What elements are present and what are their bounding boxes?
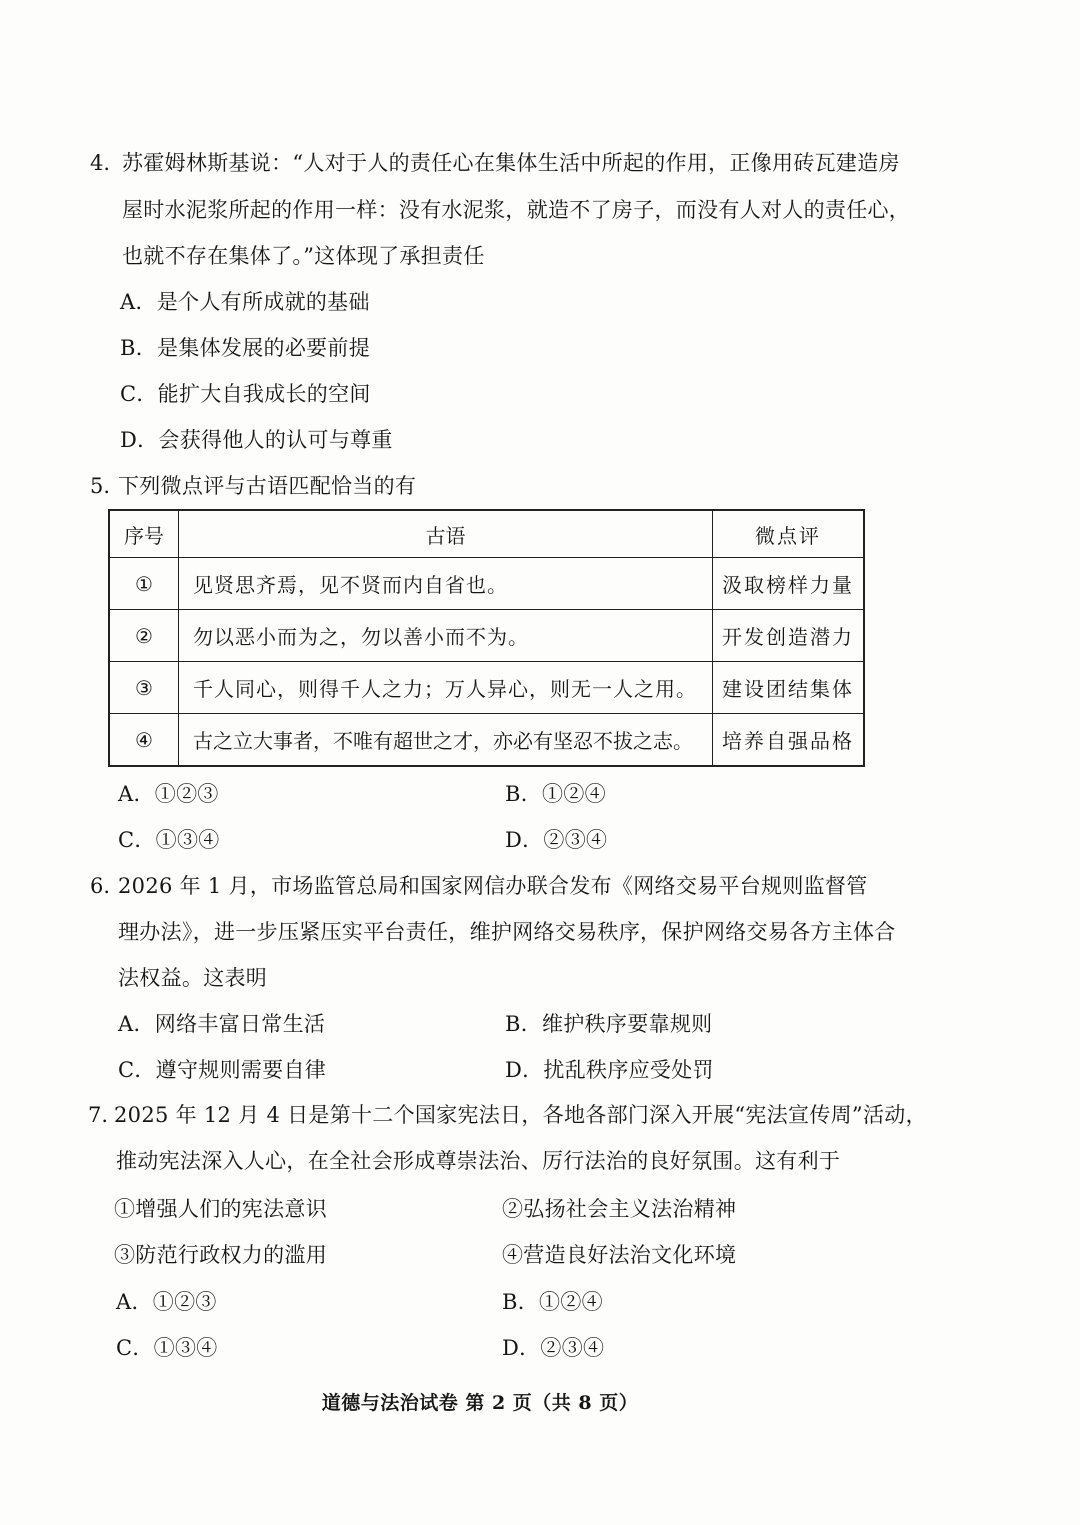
q5-stem: 下列微点评与古语匹配恰当的有 [118,474,417,498]
q6-number: 6. [90,874,111,898]
row-comment: 培养自强品格 [713,714,865,767]
row-index: ④ [109,714,179,767]
q4-number: 4. [90,151,111,175]
q6-option-a: A．网络丰富日常生活 [118,1012,326,1036]
quote-table [108,509,865,767]
q6-stem-line: 理办法》，进一步压紧压实平台责任，维护网络交易秩序，保护网络交易各方主体合 [118,920,896,944]
row-quote: 千人同心，则得千人之力；万人异心，则无一人之用。 [179,662,713,714]
q4-stem-line: 也就不存在集体了。”这体现了承担责任 [122,244,485,268]
page-footer: 道德与法治试卷 第 2 页（共 8 页） [321,1392,639,1414]
q7-statement-4: ④营造良好法治文化环境 [502,1243,737,1267]
row-quote: 勿以恶小而为之，勿以善小而不为。 [179,610,713,662]
q7-statement-3: ③防范行政权力的滥用 [114,1243,327,1267]
table-header-row [109,510,864,558]
q6-option-b: B．维护秩序要靠规则 [505,1012,713,1036]
q5-option-d: D．②③④ [505,828,608,852]
q7-option-a: A．①②③ [116,1290,217,1314]
table-row [109,662,864,714]
row-index: ③ [109,662,179,714]
table-row [109,610,864,662]
q4-option-d: D．会获得他人的认可与尊重 [120,428,393,452]
row-index: ① [109,558,179,610]
q7-statement-2: ②弘扬社会主义法治精神 [502,1197,737,1221]
row-quote: 见贤思齐焉，见不贤而内自省也。 [179,558,713,610]
q7-option-b: B．①②④ [502,1290,603,1314]
row-comment: 开发创造潜力 [713,610,865,662]
q5-option-b: B．①②④ [505,782,606,806]
q7-stem-line: 推动宪法深入人心，在全社会形成尊崇法治、厉行法治的良好氛围。这有利于 [116,1149,841,1173]
q6-stem-line: 法权益。这表明 [118,966,268,990]
q7-option-c: C．①③④ [116,1336,218,1360]
row-comment: 建设团结集体 [713,662,865,714]
q7-statement-1: ①增强人们的宪法意识 [114,1197,327,1221]
q6-option-c: C．遵守规则需要自律 [118,1058,327,1082]
q4-stem-line: 屋时水泥浆所起的作用一样：没有水泥浆，就造不了房子，而没有人对人的责任心， [122,198,911,222]
q5-number: 5. [90,474,111,498]
q6-stem-line: 2026 年 1 月，市场监管总局和国家网信办联合发布《网络交易平台规则监督管 [118,874,868,898]
header-comment: 微点评 [713,510,865,558]
table-row [109,714,864,767]
q7-option-d: D．②③④ [502,1336,605,1360]
q4-option-a: A．是个人有所成就的基础 [120,290,370,314]
table-row [109,558,864,610]
q5-option-a: A．①②③ [118,782,219,806]
q6-option-d: D．扰乱秩序应受处罚 [505,1058,714,1082]
q7-number: 7. [88,1103,109,1127]
row-quote: 古之立大事者，不唯有超世之才，亦必有坚忍不拔之志。 [179,714,713,767]
q4-stem-line: 苏霍姆林斯基说：“人对于人的责任心在集体生活中所起的作用，正像用砖瓦建造房 [122,151,900,175]
q7-stem-line: 2025 年 12 月 4 日是第十二个国家宪法日，各地各部门深入开展“宪法宣传周”活动， [114,1103,927,1127]
row-comment: 汲取榜样力量 [713,558,865,610]
header-index: 序号 [109,510,179,558]
q5-option-c: C．①③④ [118,828,220,852]
q4-option-c: C．能扩大自我成长的空间 [120,382,371,406]
row-index: ② [109,610,179,662]
q4-option-b: B．是集体发展的必要前提 [120,336,371,360]
header-quote: 古语 [179,510,713,558]
